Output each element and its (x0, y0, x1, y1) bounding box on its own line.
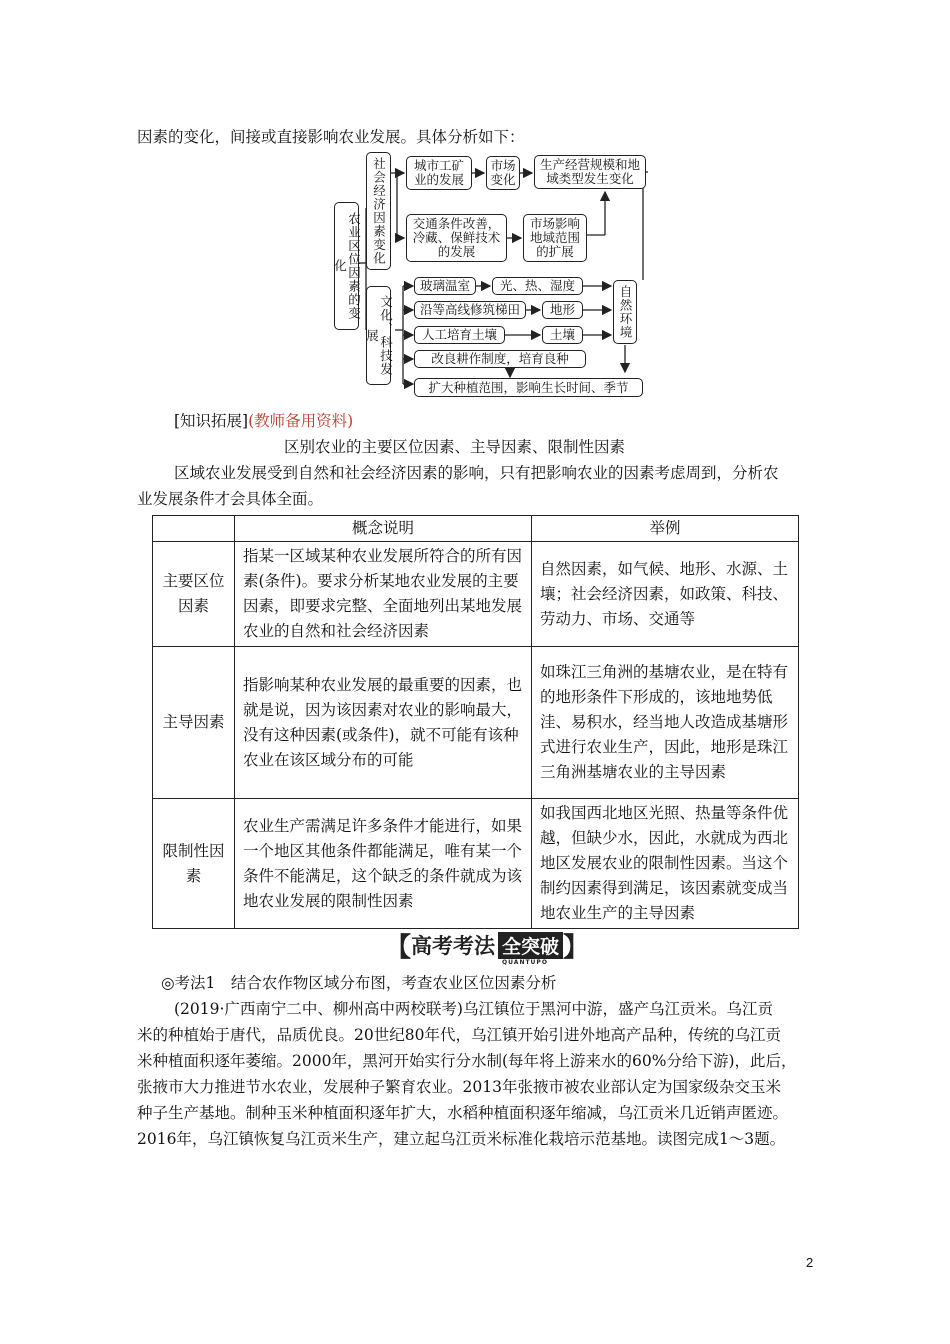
method-heading: ◎考法1 结合农作物区域分布图，考查农业区位因素分析 (161, 974, 557, 992)
diagram-terrace: 沿等高线修筑梯田 (414, 301, 526, 319)
method-line: 张掖市大力推进节水农业，发展种子繁育农业。2013年张掖市被农业部认定为国家级杂交玉米 (137, 1078, 781, 1096)
row-example: 如珠江三角洲的基塘农业，是在特有的地形条件下形成的，该地地势低洼、易积水，经当地人改造成基塘形式进行农业生产，因此，地形是珠江三角洲基塘农业的主导因素 (532, 647, 799, 799)
table-row (153, 647, 799, 799)
table-header-row (153, 516, 799, 542)
diagram-nature: 自然环境 (613, 280, 637, 344)
diagram-culture: 文化、科技发展 (366, 286, 391, 385)
diagram-market-range: 市场影响地域范围的扩展 (523, 214, 587, 262)
intro-text: 因素的变化，间接或直接影响农业发展。具体分析如下： (137, 128, 525, 146)
banner-quan-sub: QUANTUPO (502, 958, 548, 966)
diagram-root: 农业区位因素的变化 (334, 202, 359, 330)
banner-right-bracket: 】 (563, 932, 590, 963)
page-number: 2 (806, 1255, 814, 1270)
knowledge-para-2: 业发展条件才会具体全面。 (137, 490, 324, 508)
method-line: (2019·广西南宁二中、柳州高中两校联考)乌江镇位于黑河中游，盛产乌江贡米。乌江贡 (174, 1000, 773, 1018)
row-concept: 指影响某种农业发展的最重要的因素，也就是说，因为该因素对农业的影响最大，没有这种因素(或条件)，就不可能有该种农业在该区域分布的可能 (235, 647, 532, 799)
row-example: 如我国西北地区光照、热量等条件优越，但缺少水，因此，水就成为西北地区发展农业的限制性因素。当这个制约因素得到满足，该因素就变成当地农业生产的主导因素 (532, 799, 799, 929)
knowledge-label: [知识拓展] (174, 412, 249, 430)
method-line: 米的种植始于唐代，品质优良。20世纪80年代，乌江镇开始引进外地高产品种，传统的乌江贡 (137, 1026, 781, 1044)
diagram-farming: 改良耕作制度，培育良种 (414, 350, 586, 368)
diagram-market: 市场变化 (486, 156, 520, 190)
table-header (153, 516, 235, 542)
table-header: 举例 (532, 516, 799, 542)
diagram-terrain: 地形 (542, 301, 583, 319)
row-concept: 农业生产需满足许多条件才能进行，如果一个地区其他条件都能满足，唯有某一个条件不能满足，这个缺乏的条件就成为该地农业发展的限制性因素 (235, 799, 532, 929)
row-name: 主要区位因素 (153, 542, 235, 647)
diagram-scale: 生产经营规模和地域类型发生变化 (534, 155, 646, 189)
table-row (153, 799, 799, 929)
row-concept: 指某一区域某种农业发展所符合的所有因素(条件)。要求分析某地农业发展的主要因素，即要求完整、全面地列出某地发展农业的自然和社会经济因素 (235, 542, 532, 647)
diagram-soil: 土壤 (542, 326, 583, 344)
row-name: 限制性因素 (153, 799, 235, 929)
banner-quan-text: 全突破 (502, 935, 560, 958)
table-header: 概念说明 (235, 516, 532, 542)
diagram-greenhouse: 玻璃温室 (414, 277, 476, 295)
diagram-expand: 扩大种植范围，影响生长时间、季节 (414, 378, 643, 397)
table-row (153, 542, 799, 647)
diagram-light: 光、热、湿度 (492, 277, 583, 295)
banner-title: 高考考法 (411, 934, 496, 958)
section-banner (385, 930, 603, 966)
banner-left-bracket: 【 (385, 932, 412, 963)
banner-quan (498, 932, 563, 966)
knowledge-note: (教师备用资料) (248, 412, 354, 430)
method-line: 2016年，乌江镇恢复乌江贡米生产，建立起乌江贡米标准化栽培示范基地。读图完成1～3题。 (137, 1130, 786, 1148)
diagram-city: 城市工矿业的发展 (406, 156, 472, 190)
diagram-socio: 社会经济因素变化 (366, 152, 391, 270)
diagram-soil-culture: 人工培育土壤 (414, 326, 505, 344)
row-example: 自然因素，如气候、地形、水源、土壤；社会经济因素，如政策、科技、劳动力、市场、交通等 (532, 542, 799, 647)
knowledge-para-1: 区域农业发展受到自然和社会经济因素的影响，只有把影响农业的因素考虑周到，分析农 (174, 464, 779, 482)
method-line: 米种植面积逐年萎缩。2000年，黑河开始实行分水制(每年将上游来水的60%分给下游)，此后， (137, 1052, 797, 1070)
diagram-transport: 交通条件改善，冷藏、保鲜技术的发展 (406, 214, 507, 262)
method-line: 种子生产基地。制种玉米种植面积逐年扩大，水稻种植面积逐年缩减，乌江贡米几近销声匿迹。 (137, 1104, 789, 1122)
comparison-table (152, 515, 798, 929)
row-name: 主导因素 (153, 647, 235, 799)
knowledge-title: 区别农业的主要区位因素、主导因素、限制性因素 (284, 438, 626, 456)
knowledge-heading (174, 408, 353, 434)
